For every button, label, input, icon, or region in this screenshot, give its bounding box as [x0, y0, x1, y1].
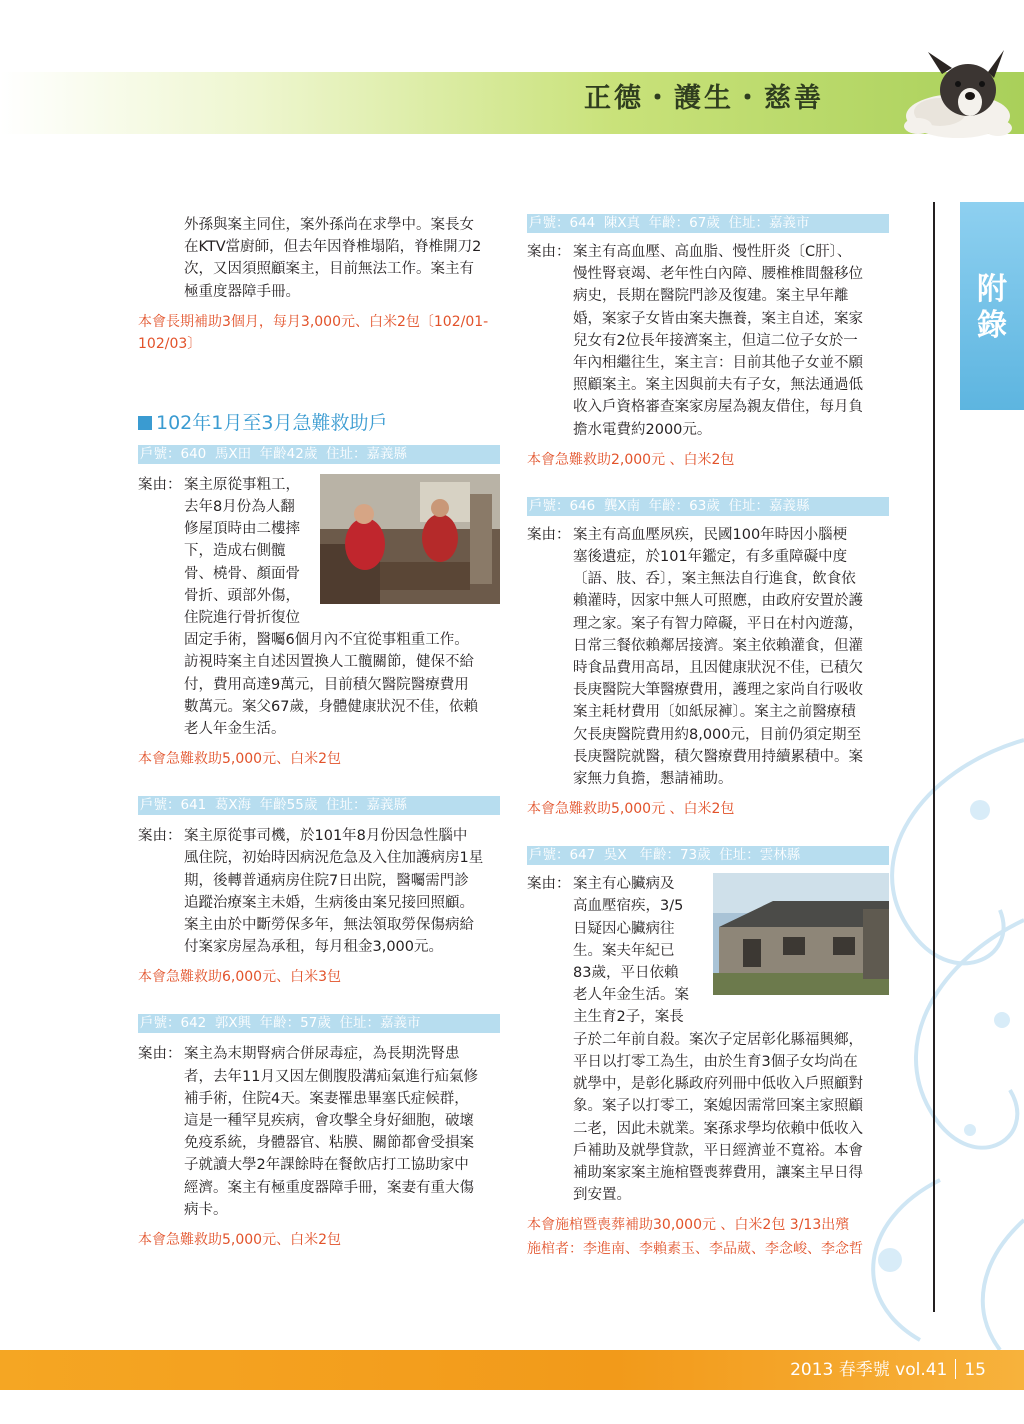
section-title	[138, 411, 500, 435]
header-motto: 正德・護生・慈善	[584, 83, 824, 114]
text-line: 婚，案家子女皆由案夫撫養，案主自述，案家	[573, 310, 863, 327]
text-line: 付，費用高達9萬元，目前積欠醫院醫療費用	[184, 676, 469, 693]
case-reason-647	[527, 873, 889, 1206]
aid-note: 本會急難救助5,000元、白米2包	[138, 751, 341, 768]
right-column	[527, 214, 889, 1260]
text-line: 子於二年前自殺。案次子定居彰化縣福興鄉，	[573, 1031, 863, 1048]
case-header-640: 戶號：640 馬X田 年齡42歲 住址：嘉義縣	[138, 445, 500, 464]
left-column	[138, 214, 500, 1251]
text-line: 年內相繼往生，案主言：目前其他子女並不願	[573, 355, 863, 372]
text-line: 數萬元。案父67歲，身體健康狀況不佳，依賴	[184, 698, 478, 715]
text-line: 修屋頂時由二樓摔	[184, 521, 300, 538]
text-line: 賴灌時，因家中無人可照應，由政府安置於護	[573, 593, 863, 610]
reason-label: 案由：	[138, 476, 182, 493]
text-line: 者，去年11月又因左側腹股溝疝氣進行疝氣修	[184, 1068, 478, 1085]
text-line: 極重度器障手冊。	[184, 283, 300, 300]
case-reason-641	[138, 825, 500, 958]
aid-note: 本會急難救助5,000元、白米2包	[138, 1232, 341, 1249]
text-line: 骨、橈骨、顏面骨	[184, 565, 300, 582]
reason-label: 案由：	[138, 828, 182, 845]
aid-note: 本會急難救助5,000元 、白米2包	[527, 801, 735, 818]
text-line: 老人年金生活。	[184, 721, 286, 738]
text-line: 病史，長期在醫院門診及復建。案主早年離	[573, 288, 849, 305]
text-line: 案主有心臟病及	[573, 876, 675, 893]
text-line: 平日以打零工為生，由於生育3個子女均尚在	[573, 1053, 858, 1070]
text-line: 主生育2子，案長	[573, 1009, 684, 1026]
text-line: 日疑因心臟病往	[573, 920, 675, 937]
text-line: 長庚醫院就醫，積欠醫療費用持續累積中。案	[573, 748, 863, 765]
text-line: 風住院，初始時因病況危急及入住加護病房1星	[184, 850, 484, 867]
section-title-text: 102年1月至3月急難救助戶	[156, 411, 388, 434]
text-line: 理之家。案子有智力障礙，平日在村內遊蕩，	[573, 615, 863, 632]
text-line: 案主耗材費用〔如紙尿褲〕。案主之前醫療積	[573, 704, 856, 721]
text-line: 案主原從事粗工，	[184, 476, 300, 493]
text-line: 病卡。	[184, 1201, 228, 1218]
text-line: 戶補助及就學貸款，平日經濟並不寬裕。本會	[573, 1142, 863, 1159]
text-line: 兒女有2位長年接濟案主，但這二位子女於一	[573, 332, 858, 349]
text-line: 次，又因須照顧案主，目前無法工作。案主有	[184, 261, 474, 278]
case-header-647: 戶號：647 吳X 年齡：73歲 住址：雲林縣	[527, 846, 889, 865]
case-reason-640	[138, 474, 500, 740]
footer-divider	[955, 1359, 956, 1379]
text-line: 下，造成右側髖	[184, 543, 286, 560]
text-line: 案主為末期腎病合併尿毒症，為長期洗腎患	[184, 1046, 460, 1063]
text-line: 時食品費用高昂，且因健康狀況不佳，已積欠	[573, 660, 863, 677]
text-line: 案主由於中斷勞保多年，無法領取勞保傷病給	[184, 917, 474, 934]
text-line: 老人年金生活。案	[573, 987, 689, 1004]
text-line: 外孫與案主同住，案外孫尚在求學中。案長女	[184, 217, 474, 233]
case-header-644: 戶號：644 陳X真 年齡：67歲 住址：嘉義市	[527, 214, 889, 233]
text-line: 象。案子以打零工，案媳因需常回案主家照顧	[573, 1098, 863, 1115]
text-line: 骨折、頭部外傷，	[184, 587, 300, 604]
text-line: 案主有高血壓夙疾，民國100年時因小腦梗	[573, 526, 848, 543]
text-line: 案主有高血壓、高血脂、慢性肝炎〔C肝〕、	[573, 244, 852, 260]
text-line: 家無力負擔，懇請補助。	[573, 771, 733, 788]
text-line: 補助案家案主施棺暨喪葬費用，讓案主早日得	[573, 1164, 863, 1181]
section-square-icon	[138, 416, 152, 430]
puppy-illustration	[880, 34, 1020, 146]
text-line: 擔水電費約2000元。	[573, 421, 712, 438]
aid-note: 本會長期補助3個月，每月3,000元、白米2包〔102/01-102/03〕	[138, 313, 489, 352]
case-header-641: 戶號：641 葛X海 年齡55歲 住址：嘉義縣	[138, 796, 500, 815]
text-line: 慢性腎衰竭、老年性白內障、腰椎椎間盤移位	[573, 266, 863, 283]
case-reason-644	[527, 241, 889, 441]
case-reason-642	[138, 1043, 500, 1221]
text-line: 補手術，住院4天。案妻罹患畢塞氏症候群，	[184, 1090, 469, 1107]
text-line: 高血壓宿疾，3/5	[573, 898, 684, 915]
page-number: 15	[964, 1360, 986, 1380]
aid-note: 本會施棺暨喪葬補助30,000元 、白米2包 3/13出殯	[527, 1217, 850, 1234]
right-margin-line	[933, 202, 935, 1312]
helpers-note: 施棺者：李進南、李賴素玉、李品葳、李念峻、李念哲	[527, 1241, 863, 1258]
case-640-photo	[320, 474, 500, 604]
text-line: 83歲，平日依賴	[573, 965, 679, 982]
text-line: 子就讀大學2年課餘時在餐飲店打工協助家中	[184, 1157, 469, 1174]
text-line: 長庚醫院大筆醫療費用，護理之家尚自行吸收	[573, 682, 863, 699]
text-line: 就學中，是彰化縣政府列冊中低收入戶照顧對	[573, 1076, 863, 1093]
issue-label: 2013 春季號 vol.41	[790, 1360, 948, 1380]
text-line: 生。案夫年紀已	[573, 942, 675, 959]
text-line: 塞後遺症，於101年鑑定，有多重障礙中度	[573, 549, 848, 566]
reason-label: 案由：	[527, 244, 571, 260]
case-reason-646	[527, 524, 889, 790]
text-line: 欠長庚醫院費用約8,000元，目前仍須定期至	[573, 726, 862, 743]
appendix-tab-label: 附錄	[977, 272, 1007, 343]
header-band	[0, 72, 1024, 134]
reason-label: 案由：	[527, 526, 571, 543]
case-647-photo	[713, 873, 889, 995]
text-line: 日常三餐依賴鄰居接濟。案主依賴灌食，但灌	[573, 637, 863, 654]
text-line: 二老，因此未就業。案孫求學均依賴中低收入	[573, 1120, 863, 1137]
intro-text	[138, 214, 500, 303]
case-header-646: 戶號：646 龔X南 年齡：63歲 住址：嘉義縣	[527, 497, 889, 516]
text-line: 訪視時案主自述因置換人工髖關節，健保不給	[184, 654, 474, 671]
reason-label: 案由：	[527, 876, 571, 893]
text-line: 收入戶資格審查案家房屋為親友借住，每月負	[573, 399, 863, 416]
text-line: 付案家房屋為承租，每月租金3,000元。	[184, 939, 444, 956]
footer-info	[790, 1357, 986, 1383]
reason-label: 案由：	[138, 1046, 182, 1063]
text-line: 固定手術，醫囑6個月內不宜從事粗重工作。	[184, 632, 469, 649]
text-line: 住院進行骨折復位	[184, 610, 300, 627]
text-line: 經濟。案主有極重度器障手冊，案妻有重大傷	[184, 1179, 474, 1196]
text-line: 期，後轉普通病房住院7日出院，醫囑需門診	[184, 872, 469, 889]
text-line: 免疫系統，身體器官、粘膜、關節都會受損案	[184, 1135, 474, 1152]
text-line: 〔語、肢、呑〕，案主無法自行進食，飲食依	[573, 571, 856, 588]
text-line: 追蹤治療案主未婚，生病後由案兄接回照顧。	[184, 894, 474, 911]
text-line: 這是一種罕見疾病，會攻擊全身好細胞，破壞	[184, 1113, 474, 1130]
aid-note: 本會急難救助2,000元 、白米2包	[527, 451, 735, 468]
aid-note: 本會急難救助6,000元、白米3包	[138, 969, 341, 986]
case-header-642: 戶號：642 郭X興 年齡：57歲 住址：嘉義市	[138, 1014, 500, 1033]
text-line: 照顧案主。案主因與前夫有子女，無法通過低	[573, 377, 863, 394]
text-line: 案主原從事司機，於101年8月份因急性腦中	[184, 828, 468, 845]
text-line: 去年8月份為人翻	[184, 499, 295, 516]
text-line: 在KTV當廚師，但去年因脊椎塌陷，脊椎開刀2	[184, 239, 482, 256]
text-line: 到安置。	[573, 1187, 631, 1204]
